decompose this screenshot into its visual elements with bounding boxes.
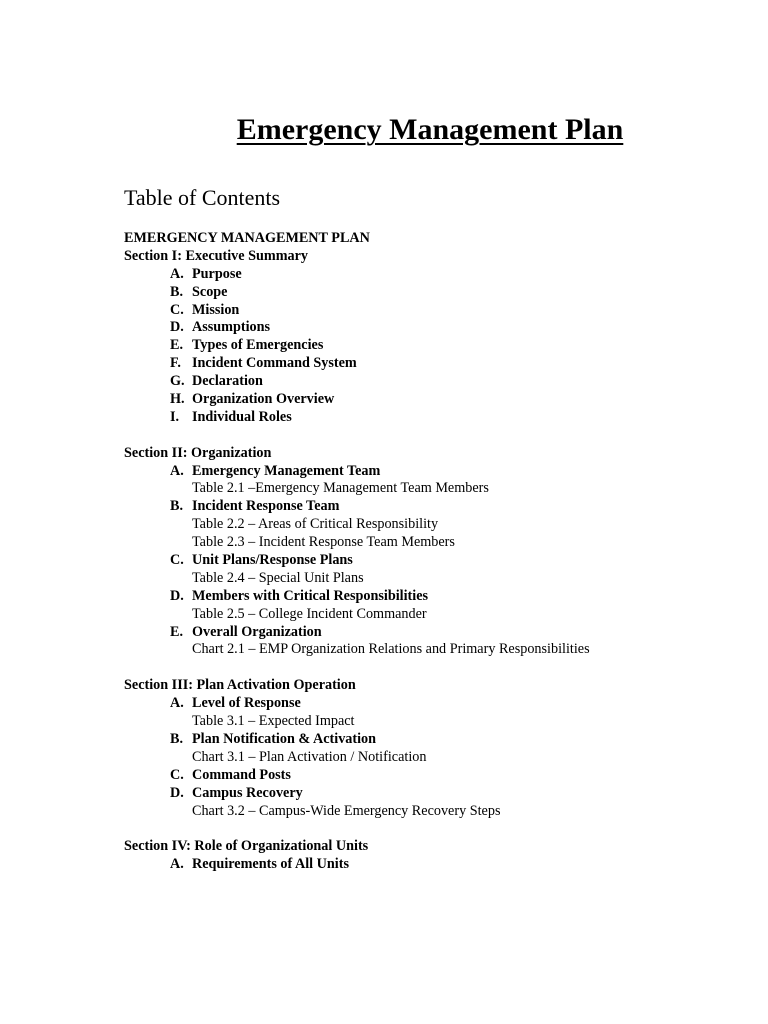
toc-item <box>124 856 744 874</box>
toc-item-letter: I. <box>170 408 180 425</box>
section-spacer <box>124 820 744 838</box>
toc-item <box>124 319 744 337</box>
toc-item <box>124 552 744 570</box>
toc-item-letter: D. <box>170 587 184 604</box>
toc-item-letter: C. <box>170 301 184 318</box>
toc-item-letter: A. <box>170 462 184 479</box>
toc-item-letter: B. <box>170 498 184 515</box>
toc-item-letter: C. <box>170 766 184 783</box>
toc-item-letter: D. <box>170 784 184 801</box>
toc-item-letter: E. <box>170 337 184 354</box>
toc-item-letter: B. <box>170 283 184 300</box>
toc-subitem: Table 2.1 –Emergency Management Team Members <box>192 480 489 497</box>
toc-item-label: Plan Notification & Activation <box>192 730 377 747</box>
section-spacer <box>124 659 744 677</box>
toc-item-label: Organization Overview <box>192 391 335 408</box>
toc-item <box>124 266 744 284</box>
toc-item-letter: E. <box>170 623 184 640</box>
toc-item-label: Level of Response <box>192 695 301 712</box>
toc-item-label: Unit Plans/Response Plans <box>192 552 353 569</box>
toc-item-letter: D. <box>170 319 184 336</box>
toc-sections <box>124 248 744 874</box>
toc-subitem: Chart 2.1 – EMP Organization Relations and Primary Responsibilities <box>192 641 590 658</box>
table-of-contents <box>124 230 744 874</box>
section-heading: Section I: Executive Summary <box>124 247 309 264</box>
toc-item-letter: H. <box>170 391 185 408</box>
toc-heading: Table of Contents <box>124 185 281 210</box>
section-heading: Section III: Plan Activation Operation <box>124 677 356 694</box>
toc-subitem: Table 2.3 – Incident Response Team Members <box>192 534 455 551</box>
toc-item-label: Incident Response Team <box>192 498 340 515</box>
toc-item-label: Scope <box>192 283 228 300</box>
toc-item-label: Campus Recovery <box>192 784 303 801</box>
plan-heading: EMERGENCY MANAGEMENT PLAN <box>124 230 370 246</box>
toc-item-label: Command Posts <box>192 766 291 783</box>
toc-subitem: Table 3.1 – Expected Impact <box>192 713 355 730</box>
toc-item-label: Declaration <box>192 373 263 390</box>
toc-subitem: Table 2.2 – Areas of Critical Responsibility <box>192 516 439 533</box>
toc-item-label: Incident Command System <box>192 355 357 372</box>
section-heading: Section II: Organization <box>124 444 272 461</box>
toc-item-letter: A. <box>170 856 184 873</box>
toc-item-letter: C. <box>170 552 184 569</box>
toc-subitem: Chart 3.1 – Plan Activation / Notification <box>192 748 427 765</box>
toc-item-label: Emergency Management Team <box>192 462 381 479</box>
toc-item <box>124 463 744 481</box>
toc-item <box>124 373 744 391</box>
toc-subitem: Chart 3.2 – Campus-Wide Emergency Recovery Steps <box>192 802 501 819</box>
toc-item-letter: B. <box>170 730 184 747</box>
toc-item-letter: F. <box>170 355 181 372</box>
toc-item-letter: G. <box>170 373 185 390</box>
toc-item <box>124 409 744 427</box>
toc-item-label: Types of Emergencies <box>192 337 324 354</box>
toc-item-label: Assumptions <box>192 319 271 336</box>
toc-item <box>124 767 744 785</box>
section-heading: Section IV: Role of Organizational Units <box>124 838 369 855</box>
section-spacer <box>124 427 744 445</box>
toc-item-letter: A. <box>170 265 184 282</box>
toc-item-label: Purpose <box>192 265 242 282</box>
toc-item <box>124 785 744 803</box>
toc-item-letter: A. <box>170 695 184 712</box>
toc-item <box>124 498 744 516</box>
toc-item <box>124 391 744 409</box>
toc-item <box>124 337 744 355</box>
toc-item-label: Members with Critical Responsibilities <box>192 587 429 604</box>
toc-item-label: Overall Organization <box>192 623 322 640</box>
toc-subitem: Table 2.4 – Special Unit Plans <box>192 569 364 586</box>
toc-item <box>124 302 744 320</box>
toc-item-label: Requirements of All Units <box>192 856 349 873</box>
toc-subitem: Table 2.5 – College Incident Commander <box>192 605 427 622</box>
toc-item <box>124 284 744 302</box>
toc-item <box>124 355 744 373</box>
toc-item-label: Individual Roles <box>192 408 292 425</box>
toc-item <box>124 731 744 749</box>
toc-item <box>124 695 744 713</box>
toc-item <box>124 624 744 642</box>
toc-item-label: Mission <box>192 301 240 318</box>
document-title: Emergency Management Plan <box>236 113 624 146</box>
toc-item <box>124 588 744 606</box>
